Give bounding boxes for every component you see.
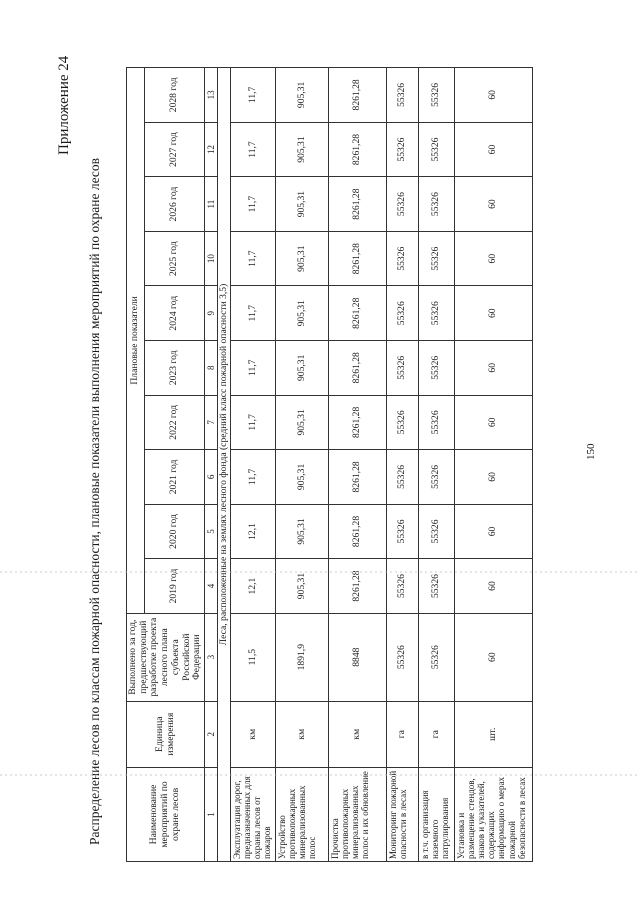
activity-name: Мониторинг пожарной опасности в лесах: [387, 767, 419, 861]
value-cell: 8261,28: [329, 177, 387, 232]
activity-name: в т.ч. организация наземного патрулирования: [419, 767, 455, 861]
value-cell: 11,7: [231, 341, 276, 396]
value-cell: 12,1: [231, 504, 276, 559]
value-cell: 55326: [387, 231, 419, 286]
activity-name: Установка и размещение стендов, знаков и указателей, содержащих информацию о мерах пожарной безопасности в лесах: [455, 767, 533, 861]
value-cell: 905,31: [276, 286, 329, 341]
value-cell: 8261,28: [329, 231, 387, 286]
unit-cell: га: [387, 701, 419, 767]
column-number: 12: [205, 122, 218, 177]
value-cell: 905,31: [276, 341, 329, 396]
header-year: 2020 год: [144, 504, 204, 559]
activity-name: Эксплуатация дорог, предназначенных для охраны лесов от пожаров: [231, 767, 276, 861]
value-cell: 8261,28: [329, 450, 387, 505]
value-cell: 55326: [387, 395, 419, 450]
header-done: Выполнено за год, предшествующий разработке проекта лесного плана субъекта Российской Федерации: [127, 613, 205, 701]
value-cell: 55326: [419, 177, 455, 232]
value-cell: 60: [455, 559, 533, 614]
value-cell: 11,7: [231, 177, 276, 232]
header-year: 2022 год: [144, 395, 204, 450]
value-cell: 11,7: [231, 122, 276, 177]
activity-name: Прочистка противопожарных минерализованных полос и их обновление: [329, 767, 387, 861]
column-number: 5: [205, 504, 218, 559]
value-cell: 905,31: [276, 122, 329, 177]
value-cell: 12,1: [231, 559, 276, 614]
value-cell: 60: [455, 177, 533, 232]
header-year: 2027 год: [144, 122, 204, 177]
value-cell: 60: [455, 68, 533, 123]
document-title: Распределение лесов по классам пожарной опасности, плановые показатели выполнения мероприятий по охране лесов: [87, 157, 102, 845]
unit-cell: км: [329, 701, 387, 767]
appendix-label: Приложение 24: [56, 55, 72, 155]
value-cell: 55326: [419, 450, 455, 505]
done-cell: 11,5: [231, 613, 276, 701]
header-planned: Плановые показатели: [127, 68, 145, 614]
value-cell: 60: [455, 450, 533, 505]
value-cell: 55326: [419, 559, 455, 614]
value-cell: 55326: [387, 504, 419, 559]
column-number: 4: [205, 559, 218, 614]
section-heading: Леса, расположенные на землях лесного фонда (средний класс пожарной опасности 3,5): [218, 68, 231, 862]
column-number: 3: [205, 613, 218, 701]
value-cell: 8261,28: [329, 504, 387, 559]
header-name: Наименование мероприятий по охране лесов: [127, 767, 205, 861]
value-cell: 905,31: [276, 559, 329, 614]
value-cell: 60: [455, 504, 533, 559]
value-cell: 55326: [387, 68, 419, 123]
value-cell: 8261,28: [329, 286, 387, 341]
value-cell: 60: [455, 286, 533, 341]
header-year: 2025 год: [144, 231, 204, 286]
value-cell: 11,7: [231, 286, 276, 341]
header-year: 2019 год: [144, 559, 204, 614]
value-cell: 11,7: [231, 450, 276, 505]
column-number: 6: [205, 450, 218, 505]
unit-cell: км: [276, 701, 329, 767]
value-cell: 11,7: [231, 395, 276, 450]
column-number: 2: [205, 701, 218, 767]
done-cell: 60: [455, 613, 533, 701]
header-year: 2021 год: [144, 450, 204, 505]
value-cell: 55326: [419, 341, 455, 396]
activity-name: Устройство противопожарных минерализованных полос: [276, 767, 329, 861]
column-number: 13: [205, 68, 218, 123]
value-cell: 905,31: [276, 177, 329, 232]
value-cell: 60: [455, 395, 533, 450]
header-year: 2028 год: [144, 68, 204, 123]
done-cell: 55326: [419, 613, 455, 701]
value-cell: 55326: [387, 341, 419, 396]
value-cell: 55326: [419, 286, 455, 341]
value-cell: 8261,28: [329, 559, 387, 614]
header-year: 2026 год: [144, 177, 204, 232]
value-cell: 55326: [419, 231, 455, 286]
value-cell: 55326: [387, 177, 419, 232]
value-cell: 905,31: [276, 231, 329, 286]
value-cell: 55326: [419, 122, 455, 177]
value-cell: 55326: [419, 504, 455, 559]
done-cell: 1891,9: [276, 613, 329, 701]
value-cell: 905,31: [276, 395, 329, 450]
value-cell: 8261,28: [329, 68, 387, 123]
unit-cell: км: [231, 701, 276, 767]
value-cell: 55326: [419, 395, 455, 450]
value-cell: 8261,28: [329, 341, 387, 396]
value-cell: 11,7: [231, 68, 276, 123]
unit-cell: шт.: [455, 701, 533, 767]
column-number: 8: [205, 341, 218, 396]
value-cell: 905,31: [276, 450, 329, 505]
value-cell: 55326: [387, 559, 419, 614]
column-number: 9: [205, 286, 218, 341]
value-cell: 8261,28: [329, 122, 387, 177]
header-year: 2023 год: [144, 341, 204, 396]
value-cell: 60: [455, 122, 533, 177]
done-cell: 55326: [387, 613, 419, 701]
value-cell: 55326: [419, 68, 455, 123]
header-unit: Единица измерения: [127, 701, 205, 767]
value-cell: 8261,28: [329, 395, 387, 450]
value-cell: 11,7: [231, 231, 276, 286]
header-year: 2024 год: [144, 286, 204, 341]
column-number: 1: [205, 767, 218, 861]
column-number: 10: [205, 231, 218, 286]
value-cell: 55326: [387, 122, 419, 177]
value-cell: 60: [455, 341, 533, 396]
unit-cell: га: [419, 701, 455, 767]
value-cell: 905,31: [276, 504, 329, 559]
done-cell: 8848: [329, 613, 387, 701]
column-number: 11: [205, 177, 218, 232]
page-number: 150: [585, 443, 597, 460]
value-cell: 905,31: [276, 68, 329, 123]
value-cell: 55326: [387, 286, 419, 341]
column-number: 7: [205, 395, 218, 450]
value-cell: 60: [455, 231, 533, 286]
value-cell: 55326: [387, 450, 419, 505]
